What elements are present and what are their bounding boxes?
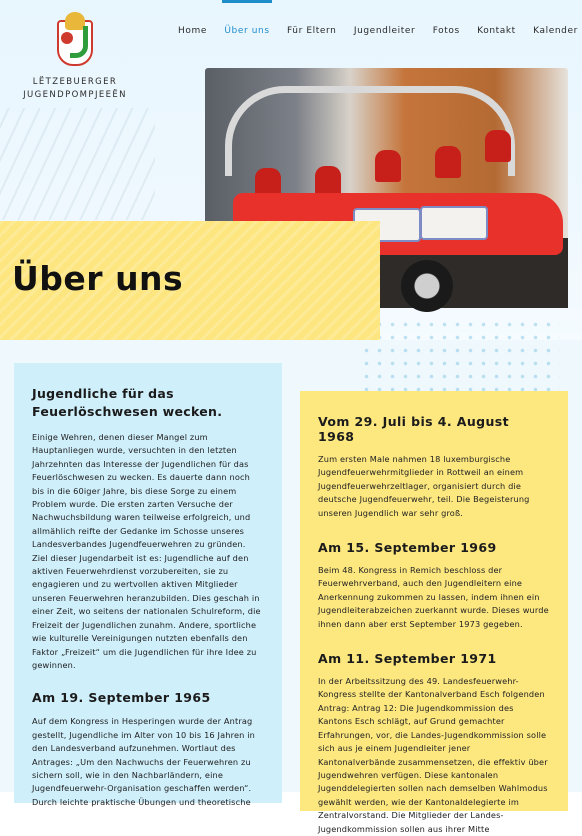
decorative-pattern [0,108,155,220]
page-title-band [0,221,380,340]
nav-item-kontakt[interactable]: Kontakt [477,26,516,36]
nav-item-kalender[interactable]: Kalender [533,26,578,36]
crest-logo-icon [57,12,93,66]
page-title: Über uns [12,259,184,298]
card-intro-text: Einige Wehren, denen dieser Mangel zum Hauptanliegen wurde, versuchten in den letzten Jahrzehnten das Interesse der Jugendlichen für das Feuerlöschwesen zu wecken. Es dauerte dann noch bis in die 60iger Jahre, bis diese Sorge zu einem Problem wurde. Die ersten zarten Versuche der Nachwuchsbildung waren teilweise erfolgreich, und allmählich reifte der Gedanke im Schosse unseres Landesverbandes Jugendfeuerwehren zu gründen. Ziel dieser Jugendarbeit ist es: Jugendliche auf den aktiven Feuerwehrdienst vorzubereiten, sie zu engagieren und zu wertvollen aktiven Mitglieder unseren Feuerwehren heranzubilden. Dies geschah in einer Zeit, wo seitens der nationalen Schulreform, die Freizeit der Jugendlichen zunahm. Andere, sportliche wie kulturelle Vereinigungen nutzten ebenfalls den Faktor „Freizeit“ um die Jugendlichen für ihre Idee zu gewinnen. [32,432,261,670]
timeline-heading: Am 11. September 1971 [318,651,497,667]
brand-name-line-2: JUGENDPOMPJEEËN [23,90,127,100]
timeline-heading: Am 15. September 1969 [318,540,497,556]
timeline-text: In der Arbeitssitzung des 49. Landesfeuerwehr-Kongress stellte der Kantonalverband Esch folgenden Antrag: Antrag 12: Die Jugendkommission des Kantons Esch schlägt, auf Grund gemachter Erfahrungen, vor, die Landes-Jugendkommission solle sich aus je einem Jugendleiter jener Kantonalverbände zusammensetzen, die effektiv über Jugendwehren verfügen. Diese kantonalen Jugenddelegierten sollen nach demselben Wahlmodus gewählt werden, wie der Kantonaldelegierte im Zentralvorstand. Die Mitglieder der Landes-Jugendkommission sollen aus ihrer Mitte [318,676,548,834]
nav-item-ueber-uns[interactable]: Über uns [224,22,269,42]
brand-name-line-1: LËTZEBUERGER [32,77,118,87]
timeline-text: Zum ersten Male nahmen 18 luxemburgische Jugendfeuerwehrmitglieder in Rottweil an einem Jugendfeuerwehrzeltlager, organisiert durch die deutsche Jugendfeuerwehr, teil. Die Begeisterung unseren Jugendlich war sehr groß. [318,454,530,518]
main-navigation [178,22,578,42]
site-logo-link[interactable] [20,12,130,102]
nav-item-home[interactable]: Home [178,26,207,36]
nav-item-fotos[interactable]: Fotos [432,26,460,36]
card-heading: Jugendliche für das Feuerlöschwesen wecken. [32,386,223,419]
nav-item-jugendleiter[interactable]: Jugendleiter [353,26,416,36]
decorative-dots [360,318,560,400]
history-intro-card [14,363,282,807]
nav-item-fuer-eltern[interactable]: Für Eltern [287,26,337,36]
timeline-heading: Vom 29. Juli bis 4. August 1968 [318,414,509,444]
section-heading: Am 19. September 1965 [32,690,211,706]
history-timeline-card [300,391,568,834]
timeline-text: Beim 48. Kongress in Remich beschloss der Feuerwehrverband, auch den Jugendleitern eine Anerkennung zukommen zu lassen, indem ihnen ein Jugendleiterabzeichen zuerkannt wurde. Dieses wurde ihnen dann aber erst September 1973 gegeben. [318,565,549,629]
section-text: Auf dem Kongress in Hesperingen wurde der Antrag gestellt, Jugendliche im Alter von 10 bis 16 Jahren in den Landesverband aufzunehmen. Wortlaut des Antrages: „Um den Nachwuchs der Feuerwehren zu sichern soll, wie in den Nachbarländern, eine Jugendfeuerwehr-Organisation geschaffen werden“. Durch leichte praktische Übungen und theoretische [32,716,255,807]
